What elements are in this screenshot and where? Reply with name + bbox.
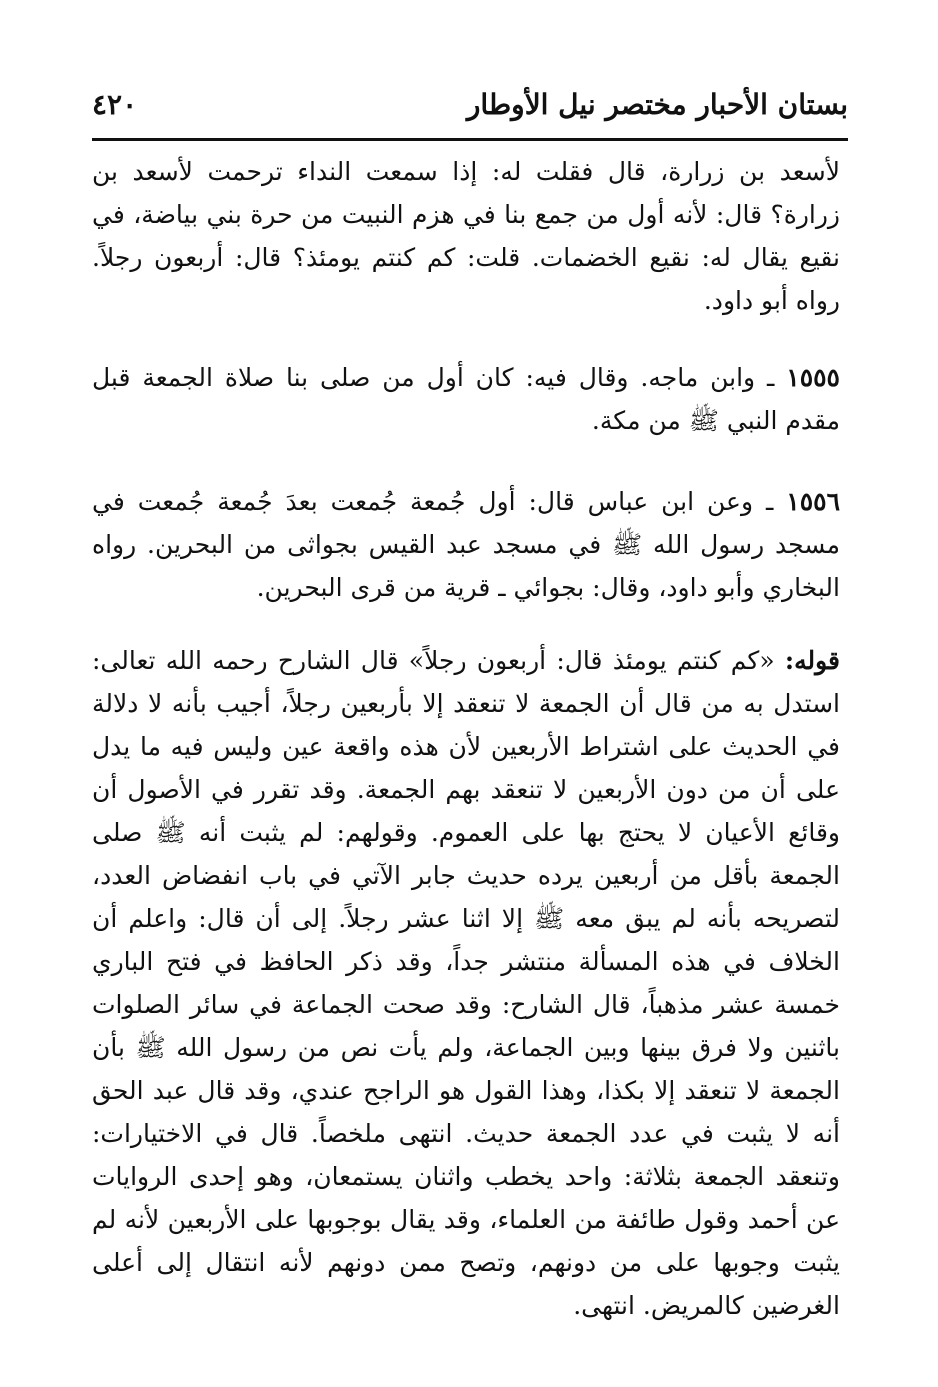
page-header bbox=[92, 86, 848, 132]
hadith-1556 bbox=[92, 480, 840, 609]
paragraph-continuation bbox=[92, 150, 840, 322]
hadith-1555 bbox=[92, 356, 840, 442]
header-rule bbox=[92, 138, 848, 141]
page-number: ٤٢٠ bbox=[92, 88, 138, 121]
paragraph-text: ـ وابن ماجه. وقال فيه: كان أول من صلى بنا صلاة الجمعة قبل مقدم النبي ﷺ من مكة. bbox=[92, 363, 840, 435]
commentary-paragraph bbox=[92, 639, 840, 1327]
paragraph-text: لأسعد بن زرارة، قال فقلت له: إذا سمعت النداء ترحمت لأسعد بن زرارة؟ قال: لأنه أول من جمع بنا في هزم النبيت من حرة بني بياضة، في نقيع يقال له: نقيع الخضمات. قلت: كم كنتم يومئذ؟ قال: أربعون رجلاً. رواه أبو داود. bbox=[92, 157, 840, 315]
paragraph-text: ـ وعن ابن عباس قال: أول جُمعة جُمعت بعدَ جُمعة جُمعت في مسجد رسول الله ﷺ في مسجد عبد القيس بجواثى من البحرين. رواه البخاري وأبو داود، وقال: بجوائي ـ قرية من قرى البحرين. bbox=[92, 487, 840, 602]
hadith-number: ١٥٥٥ bbox=[786, 363, 840, 392]
running-title: بستان الأحبار مختصر نيل الأوطار bbox=[466, 88, 848, 121]
hadith-number: ١٥٥٦ bbox=[786, 487, 840, 516]
commentary-lead: قوله: bbox=[784, 646, 840, 675]
paragraph-text: «كم كنتم يومئذ قال: أربعون رجلاً» قال الشارح رحمه الله تعالى: استدل به من قال أن الجمعة لا تنعقد إلا بأربعين رجلاً، أجيب بأنه لا دلالة في الحديث على اشتراط الأربعين لأن هذه واقعة عين وليس فيه ما يدل على أن من دون الأربعين لا تنعقد بهم الجمعة. وقد تقرر في الأصول أن وقائع الأعيان لا يحتج بها على العموم. وقولهم: لم يثبت أنه ﷺ صلى الجمعة بأقل من أربعين يرده حديث جابر الآتي في باب انفضاض العدد، لتصريحه بأنه لم يبق معه ﷺ إلا اثنا عشر رجلاً. إلى أن قال: واعلم أن الخلاف في هذه المسألة منتشر جداً، وقد ذكر الحافظ في فتح الباري خمسة عشر مذهباً، قال الشارح: وقد صحت الجماعة في سائر الصلوات باثنين ولا فرق بينها وبين الجماعة، ولم يأت نص من رسول الله ﷺ بأن الجمعة لا تنعقد إلا بكذا، وهذا القول هو الراجح عندي، وقد قال عبد الحق أنه لا يثبت في عدد الجمعة حديث. انتهى ملخصاً. قال في الاختيارات: وتنعقد الجمعة بثلاثة: واحد يخطب واثنان يستمعان، وهو إحدى الروايات عن أحمد وقول طائفة من العلماء، وقد يقال بوجوبها على الأربعين لأنه لم يثبت وجوبها على من دونهم، وتصح ممن دونهم لأنه انتقال إلى أعلى الغرضين كالمريض. انتهى. bbox=[92, 646, 840, 1320]
page-body bbox=[92, 150, 840, 1327]
